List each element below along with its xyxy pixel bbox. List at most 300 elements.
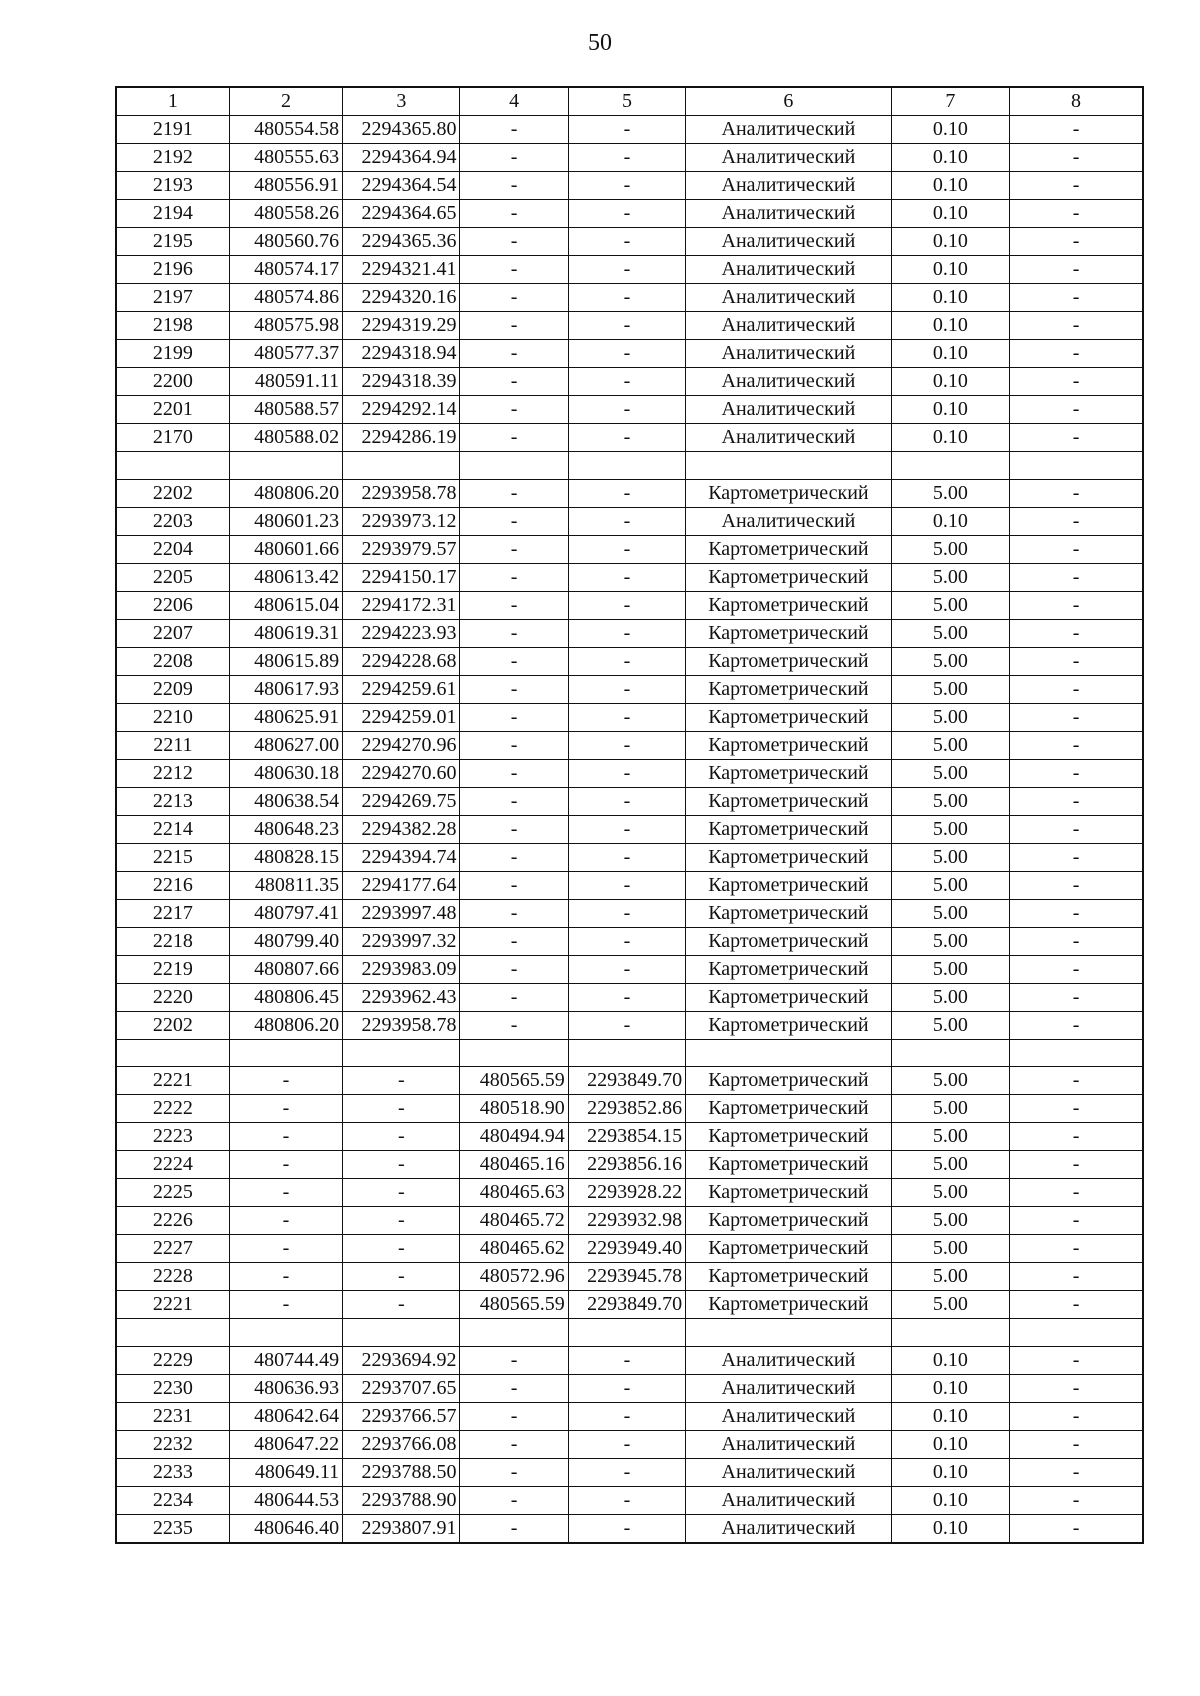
table-row [116,424,1143,452]
table-cell: Картометрический [686,703,892,731]
table-cell: - [568,1374,685,1402]
table-cell: 2234 [116,1486,229,1514]
table-cell: 0.10 [891,312,1009,340]
table-cell: - [460,983,568,1011]
table-row [116,396,1143,424]
table-cell: Аналитический [686,228,892,256]
table-cell: 480648.23 [229,815,342,843]
table-cell: 2219 [116,955,229,983]
table-cell: 480465.72 [460,1207,568,1235]
table-cell: Картометрический [686,1207,892,1235]
table-cell: - [343,1067,460,1095]
table-cell: 2208 [116,647,229,675]
table-cell: 480556.91 [229,172,342,200]
table-cell: - [1010,1151,1143,1179]
table-row [116,1458,1143,1486]
table-row [116,899,1143,927]
table-cell: 5.00 [891,1095,1009,1123]
table-cell: Картометрический [686,675,892,703]
table-cell: 2199 [116,340,229,368]
table-cell [116,1319,229,1347]
table-cell: - [568,479,685,507]
table-cell: 5.00 [891,1011,1009,1039]
table-row [116,284,1143,312]
table-cell: Картометрический [686,647,892,675]
table-cell: - [460,731,568,759]
table-cell: 5.00 [891,1263,1009,1291]
table-cell: - [1010,1235,1143,1263]
table-cell: 5.00 [891,535,1009,563]
table-row [116,312,1143,340]
table-cell: 480558.26 [229,200,342,228]
table-cell: 2293997.32 [343,927,460,955]
table-cell: 2216 [116,871,229,899]
table-cell: - [460,703,568,731]
table-cell: 2294172.31 [343,591,460,619]
table-cell: - [1010,1402,1143,1430]
table-cell: 2209 [116,675,229,703]
table-cell: - [1010,1179,1143,1207]
table-cell: 2196 [116,256,229,284]
table-cell: 480465.16 [460,1151,568,1179]
table-cell: 0.10 [891,368,1009,396]
table-cell: 0.10 [891,172,1009,200]
table-cell: 5.00 [891,647,1009,675]
table-cell: - [460,1346,568,1374]
table-cell: - [1010,703,1143,731]
table-cell [1010,1319,1143,1347]
table-cell: - [568,368,685,396]
table-cell: - [460,619,568,647]
table-cell: 2294365.36 [343,228,460,256]
table-cell: Картометрический [686,871,892,899]
table-cell: Картометрический [686,815,892,843]
table-cell: - [460,479,568,507]
table-cell: - [1010,1011,1143,1039]
table-row [116,983,1143,1011]
table-row [116,1011,1143,1039]
table-cell: 5.00 [891,591,1009,619]
table-cell: 480591.11 [229,368,342,396]
table-cell: 2225 [116,1179,229,1207]
table-row [116,1207,1143,1235]
table-row [116,591,1143,619]
table-cell: 480555.63 [229,144,342,172]
table-cell: 2293707.65 [343,1374,460,1402]
table-cell: - [568,144,685,172]
table-row [116,1123,1143,1151]
table-cell: - [460,312,568,340]
table-cell: - [460,200,568,228]
table-cell: Аналитический [686,172,892,200]
table-row [116,1430,1143,1458]
table-cell: 5.00 [891,787,1009,815]
table-cell: - [460,787,568,815]
table-cell: 2294292.14 [343,396,460,424]
table-cell: - [460,1374,568,1402]
table-body [116,87,1143,1543]
column-header: 7 [891,87,1009,116]
table-cell: - [568,787,685,815]
table-cell: Картометрический [686,619,892,647]
table-cell: - [568,1430,685,1458]
table-row [116,619,1143,647]
table-cell: 480574.17 [229,256,342,284]
table-cell: 480647.22 [229,1430,342,1458]
table-cell: 480617.93 [229,675,342,703]
table-cell: 5.00 [891,563,1009,591]
table-row [116,144,1143,172]
table-cell: 480465.62 [460,1235,568,1263]
table-cell: - [343,1123,460,1151]
table-cell: 2293958.78 [343,1011,460,1039]
table-cell: 0.10 [891,1486,1009,1514]
table-cell: - [1010,619,1143,647]
table-cell: 2293928.22 [568,1179,685,1207]
table-cell: 2293962.43 [343,983,460,1011]
table-cell: - [568,1402,685,1430]
table-cell: 2191 [116,116,229,144]
table-cell: - [1010,228,1143,256]
table-cell: 2222 [116,1095,229,1123]
table-cell: 480565.59 [460,1067,568,1095]
table-cell: 2294365.80 [343,116,460,144]
table-cell: 0.10 [891,116,1009,144]
table-cell: 2294364.94 [343,144,460,172]
table-row [116,479,1143,507]
header-row [116,87,1143,116]
table-cell: - [1010,396,1143,424]
table-cell: 2206 [116,591,229,619]
table-cell: - [1010,340,1143,368]
table-cell [891,1039,1009,1067]
table-cell: 5.00 [891,1067,1009,1095]
table-row [116,1235,1143,1263]
table-cell: - [343,1235,460,1263]
table-cell: Аналитический [686,1514,892,1543]
table-cell: - [568,396,685,424]
table-cell: 5.00 [891,1179,1009,1207]
table-cell: 480615.89 [229,647,342,675]
table-cell: 2294321.41 [343,256,460,284]
table-cell: 480613.42 [229,563,342,591]
table-cell: Картометрический [686,591,892,619]
table-cell [460,1319,568,1347]
table-cell: 480627.00 [229,731,342,759]
table-cell: - [460,228,568,256]
table-cell: 480577.37 [229,340,342,368]
table-cell: Картометрический [686,1235,892,1263]
table-cell: - [568,116,685,144]
table-cell: - [1010,955,1143,983]
table-row [116,116,1143,144]
table-cell: Картометрический [686,983,892,1011]
table-row [116,172,1143,200]
table-cell: 2202 [116,479,229,507]
table-cell: - [1010,1458,1143,1486]
table-row [116,927,1143,955]
table-cell: - [568,899,685,927]
table-cell [116,1039,229,1067]
table-cell: 480797.41 [229,899,342,927]
table-cell: - [1010,479,1143,507]
table-cell: 2293807.91 [343,1514,460,1543]
table-cell: 2294177.64 [343,871,460,899]
table-cell: Аналитический [686,1402,892,1430]
table-cell: - [568,647,685,675]
table-cell: - [460,927,568,955]
table-cell: 480807.66 [229,955,342,983]
table-cell: - [460,647,568,675]
table-cell: 5.00 [891,1291,1009,1319]
table-cell: - [568,1011,685,1039]
table-cell: - [460,675,568,703]
column-header: 4 [460,87,568,116]
table-cell: Аналитический [686,1458,892,1486]
table-cell: 480625.91 [229,703,342,731]
table-cell: - [460,815,568,843]
table-cell: 480588.57 [229,396,342,424]
table-cell: 2197 [116,284,229,312]
table-cell: 5.00 [891,983,1009,1011]
table-cell [460,1039,568,1067]
table-cell: - [460,1430,568,1458]
table-cell: - [460,507,568,535]
table-cell: Картометрический [686,927,892,955]
table-cell: 2201 [116,396,229,424]
table-cell: 480806.20 [229,1011,342,1039]
table-cell: 480615.04 [229,591,342,619]
table-row [116,815,1143,843]
table-cell: 5.00 [891,843,1009,871]
table-row [116,368,1143,396]
table-cell: 2293979.57 [343,535,460,563]
table-cell: Аналитический [686,1374,892,1402]
table-cell: 2221 [116,1291,229,1319]
table-cell: - [1010,759,1143,787]
table-cell: - [1010,116,1143,144]
table-cell: - [568,983,685,1011]
table-cell: 2207 [116,619,229,647]
table-cell: Аналитический [686,144,892,172]
table-cell: - [1010,1514,1143,1543]
table-cell: 5.00 [891,1151,1009,1179]
table-cell: - [1010,815,1143,843]
table-cell: 2293788.50 [343,1458,460,1486]
table-cell: 2294364.54 [343,172,460,200]
table-cell: Картометрический [686,1263,892,1291]
table-cell: - [1010,1095,1143,1123]
table-cell: - [460,955,568,983]
table-cell: - [229,1207,342,1235]
table-cell: 480588.02 [229,424,342,452]
table-cell: 480811.35 [229,871,342,899]
table-cell: - [460,535,568,563]
table-row [116,507,1143,535]
table-cell: 0.10 [891,396,1009,424]
table-cell: - [568,312,685,340]
table-cell: Картометрический [686,1291,892,1319]
table-cell: - [568,172,685,200]
table-cell: 2198 [116,312,229,340]
table-cell: 2223 [116,1123,229,1151]
table-cell: - [460,256,568,284]
table-cell: 5.00 [891,815,1009,843]
table-cell: 480644.53 [229,1486,342,1514]
table-cell: - [1010,284,1143,312]
table-cell: 2233 [116,1458,229,1486]
table-row [116,675,1143,703]
table-cell: 2293852.86 [568,1095,685,1123]
table-cell: Картометрический [686,479,892,507]
table-cell: - [229,1291,342,1319]
table-cell: 2294223.93 [343,619,460,647]
table-row [116,1263,1143,1291]
table-cell: - [1010,871,1143,899]
table-cell: - [1010,1291,1143,1319]
table-cell: Картометрический [686,1179,892,1207]
column-header: 1 [116,87,229,116]
table-row [116,955,1143,983]
table-cell: 5.00 [891,619,1009,647]
table-cell: 480518.90 [460,1095,568,1123]
table-cell: 2293694.92 [343,1346,460,1374]
table-cell: - [1010,983,1143,1011]
table-cell: 2227 [116,1235,229,1263]
table-cell: 5.00 [891,731,1009,759]
table-cell: Картометрический [686,899,892,927]
table-cell: - [229,1123,342,1151]
table-cell: - [460,843,568,871]
table-cell: - [1010,424,1143,452]
table-cell: 2211 [116,731,229,759]
table-cell: 2293788.90 [343,1486,460,1514]
table-cell: - [460,1486,568,1514]
table-cell: - [568,1514,685,1543]
table-cell: - [1010,591,1143,619]
table-cell: Аналитический [686,284,892,312]
table-cell: 480744.49 [229,1346,342,1374]
table-cell: Картометрический [686,1151,892,1179]
table-cell: 5.00 [891,899,1009,927]
table-cell: Аналитический [686,312,892,340]
table-cell [460,452,568,480]
table-cell: Картометрический [686,787,892,815]
table-cell: 480630.18 [229,759,342,787]
table-cell [1010,1039,1143,1067]
table-cell: 2294259.01 [343,703,460,731]
table-cell: - [460,563,568,591]
table-cell: 0.10 [891,1430,1009,1458]
table-cell [686,1039,892,1067]
table-cell: 480560.76 [229,228,342,256]
table-cell: 2194 [116,200,229,228]
table-cell: 0.10 [891,1374,1009,1402]
table-cell: - [343,1151,460,1179]
table-row [116,1095,1143,1123]
table-cell: - [460,424,568,452]
table-cell: 2193 [116,172,229,200]
table-cell: 5.00 [891,871,1009,899]
table-cell: 480638.54 [229,787,342,815]
table-cell: Картометрический [686,759,892,787]
table-cell: 2203 [116,507,229,535]
table-cell: - [460,284,568,312]
table-row [116,1291,1143,1319]
table-cell: 480636.93 [229,1374,342,1402]
table-cell [343,1319,460,1347]
table-cell [686,1319,892,1347]
table-cell: 2293766.08 [343,1430,460,1458]
table-cell: - [460,1011,568,1039]
table-cell: - [460,899,568,927]
table-cell: 0.10 [891,1458,1009,1486]
table-cell: 2294150.17 [343,563,460,591]
table-cell: 2214 [116,815,229,843]
table-cell: - [1010,899,1143,927]
table-cell: 0.10 [891,1402,1009,1430]
table-cell: 0.10 [891,1346,1009,1374]
table-cell: 2293854.15 [568,1123,685,1151]
table-cell: - [568,619,685,647]
table-cell: 2294286.19 [343,424,460,452]
table-row [116,871,1143,899]
table-cell: - [1010,843,1143,871]
table-cell: - [1010,927,1143,955]
table-row [116,1486,1143,1514]
table-cell: 480601.23 [229,507,342,535]
table-cell: 5.00 [891,955,1009,983]
table-cell: Картометрический [686,1011,892,1039]
table-cell: - [1010,172,1143,200]
table-cell: - [229,1151,342,1179]
table-cell: 2232 [116,1430,229,1458]
table-row [116,1346,1143,1374]
table-cell: 2235 [116,1514,229,1543]
table-cell: Аналитический [686,1346,892,1374]
table-cell: 2294319.29 [343,312,460,340]
table-cell: 2224 [116,1151,229,1179]
table-cell: 0.10 [891,256,1009,284]
table-cell: 0.10 [891,144,1009,172]
table-cell: - [460,144,568,172]
table-cell: 2170 [116,424,229,452]
table-cell: Аналитический [686,1430,892,1458]
table-cell: - [229,1095,342,1123]
separator-row [116,1319,1143,1347]
table-cell: - [460,368,568,396]
table-cell: - [1010,368,1143,396]
table-cell: 480806.45 [229,983,342,1011]
table-cell: 480799.40 [229,927,342,955]
table-row [116,563,1143,591]
table-cell: 480619.31 [229,619,342,647]
table-cell: 2293958.78 [343,479,460,507]
table-cell: - [460,591,568,619]
table-cell: - [1010,256,1143,284]
table-cell: 2294259.61 [343,675,460,703]
table-row [116,228,1143,256]
table-cell: - [460,340,568,368]
table-cell: - [343,1263,460,1291]
table-cell: 2294394.74 [343,843,460,871]
table-cell: - [568,535,685,563]
table-cell: Аналитический [686,424,892,452]
table-cell: 480572.96 [460,1263,568,1291]
table-cell: 5.00 [891,1207,1009,1235]
table-row [116,731,1143,759]
separator-row [116,452,1143,480]
